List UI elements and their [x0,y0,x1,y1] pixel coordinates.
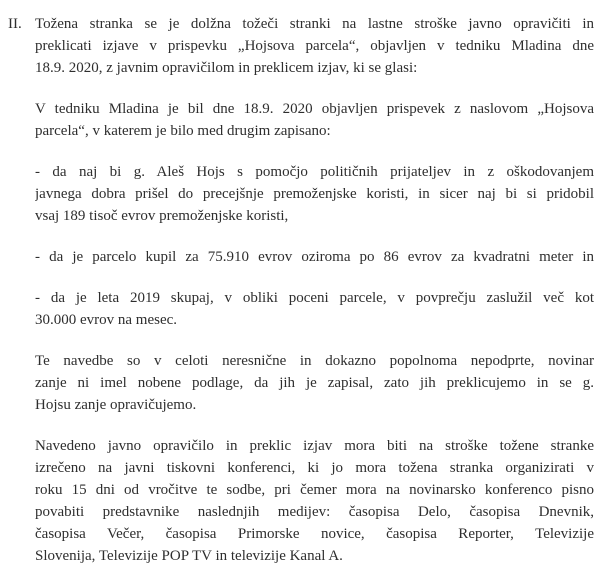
section-body [35,13,594,583]
text-line: - da je leta 2019 skupaj, v obliki poceni parcele, v povprečju zaslužil več kot [35,290,594,306]
text-line: časopisa Večer, časopisa Primorske novice, časopisa Reporter, Televizije [35,526,594,542]
text-line: zanje ni imel nobene podlage, da jih je zapisal, zato jih preklicujemo in se g. [35,375,594,391]
text-line: preklicati izjave v prispevku „Hojsova parcela“, objavljen v tedniku Mladina dne [35,38,594,54]
paragraph-claim-1 [35,161,594,227]
text-line: Navedeno javno opravičilo in preklic izjav mora biti na stroške tožene stranke [35,438,594,454]
section-ii [8,13,594,583]
text-line: vsaj 189 tisoč evrov premoženjske koristi, [35,208,289,224]
section-marker: II. [8,16,22,32]
text-line: 18.9. 2020, z javnim opravičilom in preklicem izjav, ki se glasi: [35,60,418,76]
text-line: Te navedbe so v celoti neresnične in dokazno popolnoma nepodprte, novinar [35,353,594,369]
text-line: povabiti predstavnike naslednjih medijev: časopisa Delo, časopisa Dnevnik, [35,504,594,520]
text-line: - da naj bi g. Aleš Hojs s pomočjo političnih prijateljev in z oškodovanjem [35,164,594,180]
paragraph-press-conference [35,435,594,567]
text-line: V tedniku Mladina je bil dne 18.9. 2020 objavljen prispevek z naslovom „Hojsova [35,101,594,117]
paragraph-obligation [35,13,594,79]
paragraph-claim-2 [35,246,594,268]
text-line: Hojsu zanje opravičujemo. [35,397,197,413]
paragraph-intro [35,98,594,142]
paragraph-retraction [35,350,594,416]
text-line: izrečeno na javni tiskovni konferenci, ki jo mora tožena stranka organizirati v [35,460,594,476]
text-line: - da je parcelo kupil za 75.910 evrov oziroma po 86 evrov za kvadratni meter in [35,249,594,265]
text-line: roku 15 dni od vročitve te sodbe, pri čemer mora na novinarsko konferenco pisno [35,482,594,498]
text-line: 30.000 evrov na mesec. [35,312,178,328]
text-line: Tožena stranka se je dolžna tožeči stranki na lastne stroške javno opravičiti in [35,16,594,32]
text-line: javnega dobra prišel do precejšnje premoženjske koristi, in sicer naj bi si pridobil [35,186,594,202]
text-line: Slovenija, Televizije POP TV in televizije Kanal A. [35,548,343,564]
paragraph-claim-3 [35,287,594,331]
text-line: parcela“, v katerem je bilo med drugim zapisano: [35,123,331,139]
